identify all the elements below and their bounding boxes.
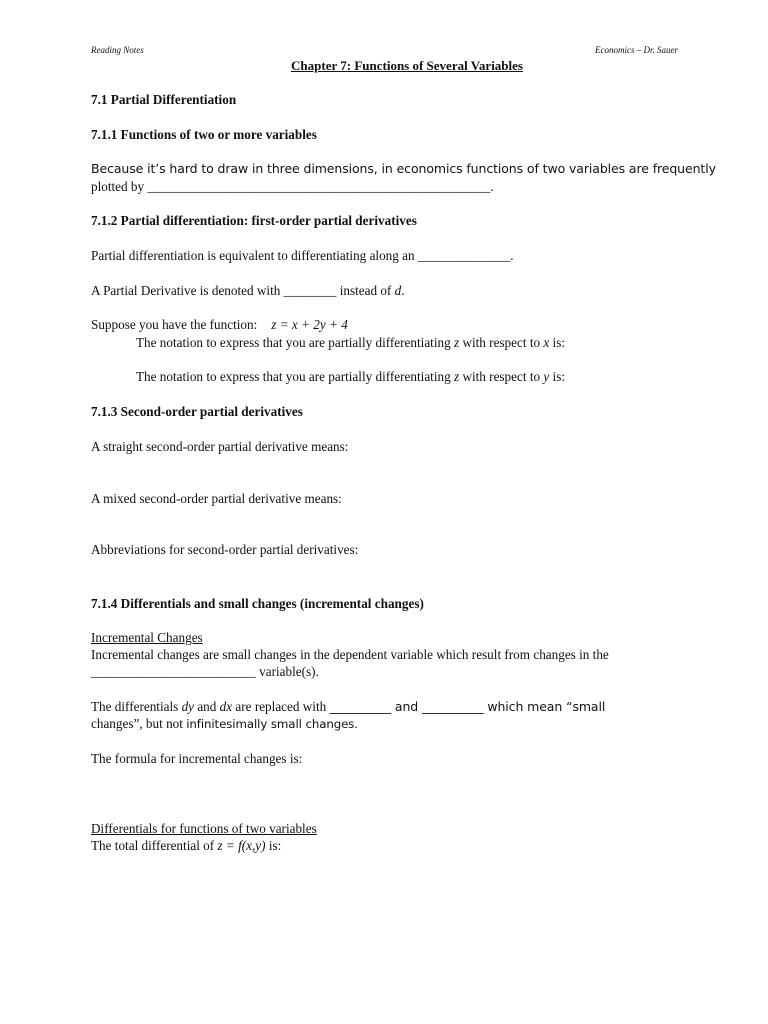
total-function: z = f(x,y) (217, 838, 266, 853)
denoted-end: . (401, 283, 405, 298)
paragraph-mixed: A mixed second-order partial derivative means: (91, 491, 342, 506)
diff-line2a: changes”, but not (91, 716, 187, 731)
diff-are: are replaced with (232, 699, 330, 714)
notation-text: The notation to express that you are partially differentiating (136, 335, 454, 350)
total-text: The total differential of (91, 838, 218, 853)
suppose-text: Suppose you have the function: (91, 317, 258, 332)
paragraph-straight: A straight second-order partial derivative means: (91, 439, 349, 454)
paragraph-differentials-1 (91, 698, 605, 715)
paragraph-notation-x (136, 334, 565, 351)
notation-end: is: (549, 369, 565, 384)
subheading-differentials-two-variables: Differentials for functions of two variables (91, 821, 317, 836)
function-expression: z = x + 2y + 4 (271, 317, 348, 332)
total-end: is: (265, 838, 282, 853)
header-reading-notes: Reading Notes (91, 45, 144, 55)
notation-var-z: z (454, 335, 460, 350)
heading-7-1-2: 7.1.2 Partial differentiation: first-order partial derivatives (91, 213, 417, 228)
paragraph-incremental-2: _________________________ variable(s). (91, 664, 319, 679)
paragraph-notation-y (136, 368, 565, 385)
paragraph-total-differential (91, 837, 281, 854)
paragraph-equivalent: Partial differentiation is equivalent to differentiating along an ______________. (91, 248, 514, 263)
subheading-incremental-changes: Incremental Changes (91, 630, 203, 645)
heading-7-1-1: 7.1.1 Functions of two or more variables (91, 127, 317, 142)
heading-7-1-3: 7.1.3 Second-order partial derivatives (91, 404, 303, 419)
notation-text: The notation to express that you are partially differentiating (136, 369, 454, 384)
diff-text: The differentials (91, 699, 182, 714)
heading-7-1-4: 7.1.4 Differentials and small changes (incremental changes) (91, 596, 424, 611)
denoted-var: d (394, 283, 402, 298)
diff-and: and (194, 699, 220, 714)
diff-var-dy: dy (181, 699, 195, 714)
heading-7-1: 7.1 Partial Differentiation (91, 92, 237, 107)
paragraph-differentials-2 (91, 715, 358, 733)
header-course: Economics – Dr. Sauer (595, 45, 678, 55)
page-title: Chapter 7: Functions of Several Variables (291, 58, 523, 73)
diff-var-dx: dx (219, 699, 233, 714)
paragraph-denoted (91, 282, 405, 299)
notation-mid: with respect to (459, 335, 544, 350)
paragraph-plotted-by: plotted by ____________________________________________________. (91, 179, 494, 194)
notation-end: is: (549, 335, 565, 350)
diff-line2b: infinitesimally small changes. (186, 717, 358, 731)
paragraph-suppose (91, 316, 348, 333)
paragraph-abbreviations: Abbreviations for second-order partial derivatives: (91, 542, 359, 557)
diff-rest: __________ and __________ which mean “small (329, 699, 606, 714)
paragraph-formula: The formula for incremental changes is: (91, 751, 303, 766)
notation-var-x: x (543, 335, 550, 350)
notation-var-z: z (454, 369, 460, 384)
notation-var-y: y (543, 369, 550, 384)
paragraph-incremental-1: Incremental changes are small changes in the dependent variable which result from changes in the (91, 647, 609, 662)
denoted-text: A Partial Derivative is denoted with ________ instead of (91, 283, 395, 298)
paragraph-three-dimensions: Because it’s hard to draw in three dimensions, in economics functions of two variables are frequently (91, 161, 716, 176)
notation-mid: with respect to (459, 369, 544, 384)
